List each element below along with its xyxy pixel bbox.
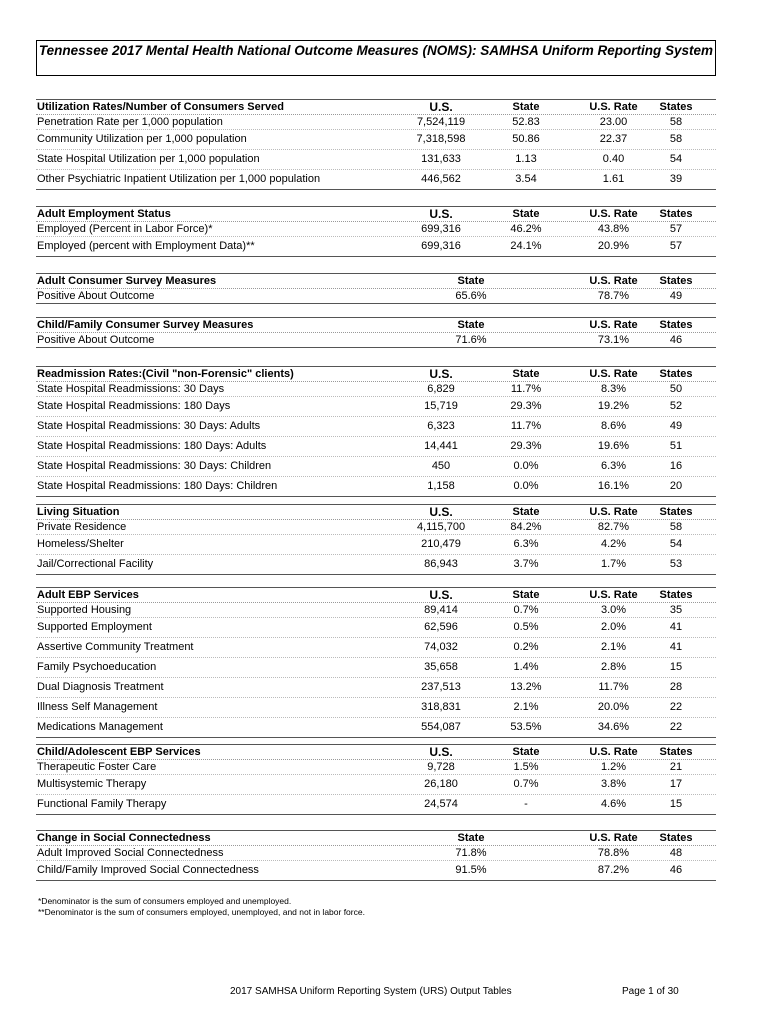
row-label: Illness Self Management: [37, 701, 158, 713]
us-value: 74,032: [424, 641, 458, 653]
col-us-header: U.S.: [429, 745, 453, 759]
states-value: 58: [669, 521, 683, 533]
us-rate-value: 87.2%: [597, 864, 630, 876]
section-header: [36, 207, 716, 222]
section-header: [36, 505, 716, 520]
states-value: 58: [669, 116, 683, 128]
footer-page-number: Page 1 of 30: [622, 986, 679, 997]
state-value: 29.3%: [510, 440, 542, 452]
state-value: 2.1%: [513, 701, 539, 713]
col-us-header: U.S.: [429, 367, 453, 381]
col-us-header: U.S.: [429, 207, 453, 221]
state-value: 0.2%: [513, 641, 539, 653]
col-states-header: States: [659, 832, 693, 844]
footer-source: 2017 SAMHSA Uniform Reporting System (URS) Output Tables: [230, 986, 512, 997]
us-value: 210,479: [421, 538, 461, 550]
us-value: 699,316: [421, 223, 461, 235]
page-title: Tennessee 2017 Mental Health National Outcome Measures (NOMS): SAMHSA Uniform Reporting System: [36, 40, 716, 76]
col-state-header: State: [457, 832, 485, 844]
state-value: 1.13: [515, 153, 537, 165]
row-label: Functional Family Therapy: [37, 798, 167, 810]
row-label: Employed (Percent in Labor Force)*: [37, 223, 213, 235]
col-us-header: U.S.: [429, 588, 453, 602]
states-value: 46: [669, 334, 683, 346]
us-rate-value: 4.6%: [600, 798, 627, 810]
states-value: 52: [669, 400, 683, 412]
row-label: Dual Diagnosis Treatment: [37, 681, 164, 693]
col-state-header: State: [512, 506, 540, 518]
row-label: Child/Family Improved Social Connectedness: [37, 864, 259, 876]
us-value: 15,719: [424, 400, 458, 412]
state-value: 3.54: [515, 173, 537, 185]
section-heading: Adult EBP Services: [37, 589, 139, 601]
table-row: [36, 437, 716, 457]
us-value: 62,596: [424, 621, 458, 633]
row-label: State Hospital Readmissions: 180 Days: Children: [37, 480, 278, 492]
table-row: [36, 861, 716, 880]
us-value: 450: [431, 460, 451, 472]
us-rate-value: 20.9%: [597, 240, 630, 252]
section-heading: Change in Social Connectedness: [37, 832, 211, 844]
states-value: 54: [669, 153, 683, 165]
us-value: 24,574: [424, 798, 458, 810]
section-header: [36, 318, 716, 333]
state-value: 11.7%: [510, 420, 542, 432]
states-value: 58: [669, 133, 683, 145]
us-value: 6,323: [427, 420, 455, 432]
section-heading: Living Situation: [37, 506, 120, 518]
state-value: 13.2%: [510, 681, 542, 693]
us-rate-value: 8.3%: [600, 383, 627, 395]
col-state-header: State: [512, 589, 540, 601]
row-label: State Hospital Readmissions: 180 Days: Adults: [37, 440, 267, 452]
us-rate-value: 78.8%: [597, 847, 630, 859]
section-header: [36, 367, 716, 382]
table-row: [36, 555, 716, 574]
state-value: 1.4%: [513, 661, 539, 673]
us-rate-value: 34.6%: [597, 721, 630, 733]
col-states-header: States: [659, 101, 693, 113]
col-us-rate-header: U.S. Rate: [589, 832, 638, 844]
section-header: [36, 274, 716, 289]
state-value: 6.3%: [513, 538, 539, 550]
col-us-rate-header: U.S. Rate: [589, 208, 638, 220]
row-label: Positive About Outcome: [37, 290, 155, 302]
col-us-rate-header: U.S. Rate: [589, 589, 638, 601]
section-heading: Adult Consumer Survey Measures: [37, 275, 217, 287]
states-value: 22: [669, 721, 683, 733]
table-row: [36, 150, 716, 170]
us-value: 131,633: [421, 153, 461, 165]
row-label: Therapeutic Foster Care: [37, 761, 157, 773]
section-header: [36, 588, 716, 603]
utilization-section: [36, 99, 716, 190]
us-value: 26,180: [424, 778, 458, 790]
row-label: State Hospital Readmissions: 180 Days: [37, 400, 231, 412]
states-value: 35: [669, 604, 683, 616]
us-value: 446,562: [421, 173, 461, 185]
section-heading: Child/Family Consumer Survey Measures: [37, 319, 254, 331]
row-label: Penetration Rate per 1,000 population: [37, 116, 223, 128]
table-row: [36, 222, 716, 237]
us-value: 699,316: [421, 240, 461, 252]
row-label: Multisystemic Therapy: [37, 778, 147, 790]
table-row: [36, 382, 716, 397]
states-value: 28: [669, 681, 683, 693]
col-state-header: State: [512, 101, 540, 113]
row-label: State Hospital Readmissions: 30 Days: Adults: [37, 420, 261, 432]
col-state-header: State: [457, 319, 485, 331]
us-rate-value: 22.37: [599, 133, 628, 145]
states-value: 57: [669, 223, 683, 235]
state-value: 50.86: [512, 133, 540, 145]
states-value: 50: [669, 383, 683, 395]
table-row: [36, 775, 716, 795]
us-value: 554,087: [421, 721, 461, 733]
section-heading: Readmission Rates:(Civil "non-Forensic" clients): [37, 368, 294, 380]
us-rate-value: 2.8%: [600, 661, 627, 673]
table-row: [36, 130, 716, 150]
states-value: 15: [669, 798, 683, 810]
us-rate-value: 73.1%: [597, 334, 630, 346]
table-row: [36, 718, 716, 737]
us-rate-value: 3.8%: [600, 778, 627, 790]
col-us-header: U.S.: [429, 505, 453, 519]
states-value: 41: [669, 621, 683, 633]
us-rate-value: 1.7%: [600, 558, 627, 570]
table-row: [36, 795, 716, 814]
table-row: [36, 698, 716, 718]
table-row: [36, 237, 716, 256]
row-label: Adult Improved Social Connectedness: [37, 847, 224, 859]
table-row: [36, 535, 716, 555]
col-states-header: States: [659, 368, 693, 380]
us-value: 237,513: [421, 681, 461, 693]
col-us-rate-header: U.S. Rate: [589, 101, 638, 113]
state-value: 84.2%: [510, 521, 542, 533]
us-value: 86,943: [424, 558, 458, 570]
state-value: 52.83: [512, 116, 540, 128]
us-rate-value: 0.40: [602, 153, 625, 165]
col-states-header: States: [659, 589, 693, 601]
states-value: 41: [669, 641, 683, 653]
row-label: State Hospital Readmissions: 30 Days: Children: [37, 460, 272, 472]
us-value: 14,441: [424, 440, 458, 452]
states-value: 15: [669, 661, 683, 673]
us-rate-value: 23.00: [599, 116, 628, 128]
table-row: [36, 477, 716, 496]
table-row: [36, 603, 716, 618]
col-states-header: States: [659, 208, 693, 220]
table-row: [36, 520, 716, 535]
table-row: [36, 333, 716, 347]
col-states-header: States: [659, 319, 693, 331]
us-rate-value: 3.0%: [600, 604, 627, 616]
section-heading: Child/Adolescent EBP Services: [37, 746, 201, 758]
us-rate-value: 1.2%: [600, 761, 627, 773]
us-rate-value: 6.3%: [600, 460, 627, 472]
social-section: [36, 830, 716, 881]
table-row: [36, 638, 716, 658]
us-rate-value: 19.2%: [597, 400, 630, 412]
row-label: Other Psychiatric Inpatient Utilization per 1,000 population: [37, 173, 321, 185]
state-value: 29.3%: [510, 400, 542, 412]
table-row: [36, 678, 716, 698]
row-label: Family Psychoeducation: [37, 661, 157, 673]
table-row: [36, 417, 716, 437]
state-value: 11.7%: [510, 383, 542, 395]
states-value: 16: [669, 460, 683, 472]
us-rate-value: 19.6%: [597, 440, 630, 452]
col-us-rate-header: U.S. Rate: [589, 368, 638, 380]
us-value: 4,115,700: [416, 521, 466, 533]
us-value: 7,318,598: [416, 133, 466, 145]
col-state-header: State: [512, 368, 540, 380]
table-row: [36, 846, 716, 861]
col-states-header: States: [659, 506, 693, 518]
states-value: 53: [669, 558, 683, 570]
table-row: [36, 760, 716, 775]
row-label: Medications Management: [37, 721, 163, 733]
states-value: 17: [669, 778, 683, 790]
us-rate-value: 20.0%: [597, 701, 630, 713]
col-us-header: U.S.: [429, 100, 453, 114]
us-rate-value: 1.61: [602, 173, 625, 185]
col-states-header: States: [659, 275, 693, 287]
states-value: 20: [669, 480, 683, 492]
state-value: 46.2%: [510, 223, 542, 235]
child-survey-section: [36, 317, 716, 348]
table-row: [36, 457, 716, 477]
state-value: 0.0%: [513, 460, 539, 472]
states-value: 22: [669, 701, 683, 713]
us-value: 318,831: [421, 701, 461, 713]
table-row: [36, 658, 716, 678]
states-value: 21: [669, 761, 683, 773]
states-value: 49: [669, 290, 683, 302]
row-label: Positive About Outcome: [37, 334, 155, 346]
state-value: 3.7%: [513, 558, 539, 570]
col-us-rate-header: U.S. Rate: [589, 275, 638, 287]
col-us-rate-header: U.S. Rate: [589, 746, 638, 758]
state-value: 24.1%: [510, 240, 542, 252]
us-rate-value: 16.1%: [597, 480, 630, 492]
living-section: [36, 504, 716, 575]
row-label: Homeless/Shelter: [37, 538, 124, 550]
col-state-header: State: [512, 746, 540, 758]
row-label: State Hospital Readmissions: 30 Days: [37, 383, 225, 395]
col-state-header: State: [512, 208, 540, 220]
adult-survey-section: [36, 273, 716, 304]
states-value: 51: [669, 440, 683, 452]
us-value: 35,658: [424, 661, 458, 673]
col-state-header: State: [457, 275, 485, 287]
row-label: Supported Employment: [37, 621, 152, 633]
row-label: Assertive Community Treatment: [37, 641, 194, 653]
employment-section: [36, 206, 716, 257]
us-rate-value: 82.7%: [597, 521, 630, 533]
state-value: 65.6%: [455, 290, 487, 302]
us-rate-value: 43.8%: [597, 223, 630, 235]
state-value: 0.7%: [513, 778, 539, 790]
footnote-employment: *Denominator is the sum of consumers employed and unemployed.: [38, 896, 292, 906]
row-label: Community Utilization per 1,000 population: [37, 133, 247, 145]
readmission-section: [36, 366, 716, 497]
state-value: 1.5%: [513, 761, 539, 773]
table-row: [36, 115, 716, 130]
us-rate-value: 4.2%: [600, 538, 627, 550]
table-row: [36, 618, 716, 638]
us-rate-value: 8.6%: [600, 420, 627, 432]
states-value: 49: [669, 420, 683, 432]
state-value: 0.0%: [513, 480, 539, 492]
row-label: Jail/Correctional Facility: [37, 558, 154, 570]
section-header: [36, 831, 716, 846]
state-value: 71.8%: [455, 847, 487, 859]
state-value: 71.6%: [455, 334, 487, 346]
us-rate-value: 11.7%: [598, 681, 629, 693]
states-value: 57: [669, 240, 683, 252]
section-heading: Adult Employment Status: [37, 208, 171, 220]
us-value: 1,158: [427, 480, 455, 492]
states-value: 54: [669, 538, 683, 550]
state-value: 53.5%: [510, 721, 542, 733]
child-ebp-section: [36, 744, 716, 815]
us-rate-value: 2.1%: [600, 641, 627, 653]
row-label: Private Residence: [37, 521, 127, 533]
section-heading: Utilization Rates/Number of Consumers Served: [37, 101, 284, 113]
row-label: Employed (percent with Employment Data)**: [37, 240, 255, 252]
table-row: [36, 397, 716, 417]
row-label: Supported Housing: [37, 604, 132, 616]
col-us-rate-header: U.S. Rate: [589, 506, 638, 518]
row-label: State Hospital Utilization per 1,000 population: [37, 153, 260, 165]
table-row: [36, 170, 716, 189]
states-value: 48: [669, 847, 683, 859]
adult-ebp-section: [36, 587, 716, 738]
col-states-header: States: [659, 746, 693, 758]
table-row: [36, 289, 716, 303]
states-value: 46: [669, 864, 683, 876]
us-rate-value: 78.7%: [597, 290, 630, 302]
section-header: [36, 745, 716, 760]
state-value: -: [524, 798, 528, 810]
state-value: 91.5%: [455, 864, 487, 876]
states-value: 39: [669, 173, 683, 185]
state-value: 0.5%: [513, 621, 539, 633]
section-header: [36, 100, 716, 115]
us-value: 89,414: [424, 604, 458, 616]
us-rate-value: 2.0%: [600, 621, 627, 633]
us-value: 9,728: [427, 761, 455, 773]
footnote-employment-data: **Denominator is the sum of consumers employed, unemployed, and not in labor force.: [38, 907, 365, 917]
state-value: 0.7%: [513, 604, 539, 616]
col-us-rate-header: U.S. Rate: [589, 319, 638, 331]
us-value: 6,829: [427, 383, 455, 395]
us-value: 7,524,119: [416, 116, 466, 128]
